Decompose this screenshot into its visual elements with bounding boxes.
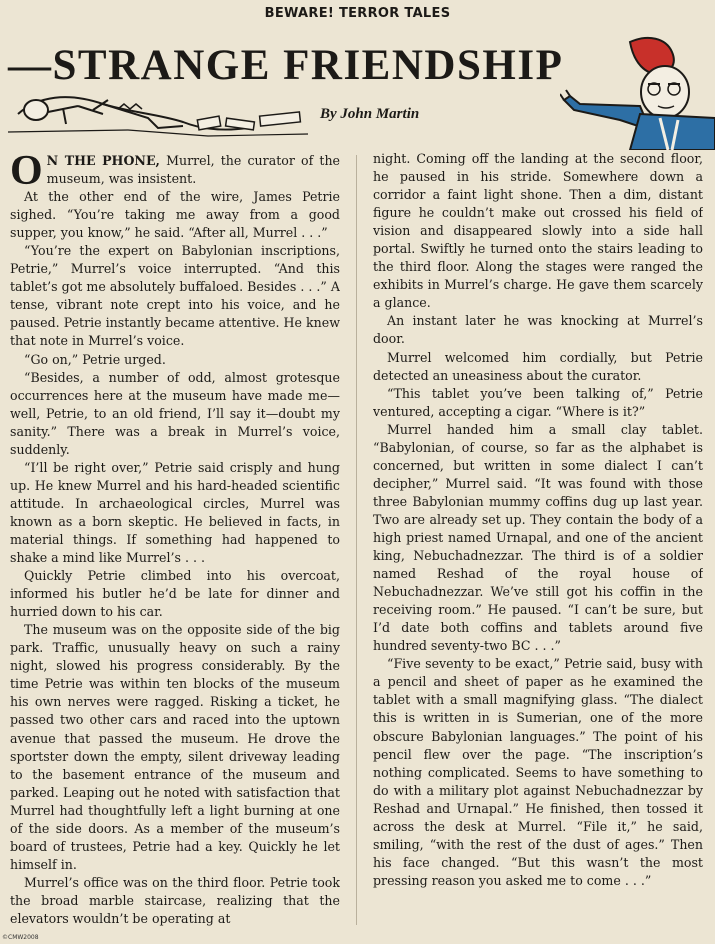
drop-cap: O (10, 152, 43, 194)
series-header: BEWARE! TERROR TALES (264, 6, 451, 21)
pointing-man-illustration (560, 34, 715, 150)
story-title: —STRANGE FRIENDSHIP (8, 42, 564, 89)
paragraph: The museum was on the opposite side of the big park. Traffic, unusually heavy on such a rainy night, slowed his progress considerably. By the time Petrie was within ten blocks of the museum his own nerves were ragged. Risking a ticket, he passed two other cars and raced into the uptown avenue that passed the museum. He drove the sportster down the empty, silent driveway leading to the basement entrance of the museum and parked. Leaping out he noted with satisfaction that Murrel had thoughtfully left a light burning at one of the side doors. As a member of the museum’s board of trustees, Petrie had a key. Quickly he let himself in. (10, 622, 340, 872)
paragraph: Murrel handed him a small clay tablet. “Babylonian, of course, so far as the alphabet is concerned, but written in some dialect I can’t decipher,” Murrel said. “It was found with those three Babylonian mummy coffins dug up last year. Two are already set up. They contain the body of a high priest named Urnapal, and one of the ancient king, Nebuchadnezzar. The third is of a soldier named Reshad of the royal house of Nebuchadnezzar. We’ve still got his coffin in the receiving room.” He paused. “I can’t be sure, but I’d date both coffins and tablets around five hundred seventy-two BC . . .” (373, 421, 703, 654)
copyright-credit: ©CMW2008 (2, 934, 39, 941)
paragraph: Murrel welcomed him cordially, but Petrie detected an uneasiness about the curator. (373, 349, 703, 383)
paragraph: “This tablet you’ve been talking of,” Petrie ventured, accepting a cigar. “Where is it?” (373, 385, 703, 419)
paragraph: “Besides, a number of odd, almost grotesque occurrences here at the museum have made me—well, Petrie, to an old friend, I’ll say it—doubt my sanity.” There was a break in Murrel’s voice, suddenly. (10, 369, 340, 457)
paragraph: Murrel’s office was on the third floor. Petrie took the broad marble staircase, realizing that the elevators wouldn’t be operating at (10, 874, 340, 926)
column-left (10, 152, 340, 930)
paragraph: Quickly Petrie climbed into his overcoat, informed his butler he’d be late for dinner and hurried down to his car. (10, 568, 340, 620)
paragraph-text: Murrel, the curator of the museum, was insistent. (46, 153, 340, 187)
paragraph: An instant later he was knocking at Murrel’s door. (373, 313, 703, 347)
column-right (373, 150, 703, 928)
paragraph: “You’re the expert on Babylonian inscriptions, Petrie,” Murrel’s voice interrupted. “And this tablet’s got me absolutely buffaloed. Besides . . .” A tense, vibrant note crept into his voice, and he paused. Petrie instantly became attentive. He knew that note in Murrel’s voice. (10, 243, 340, 349)
byline: By John Martin (320, 106, 420, 122)
paragraph-continued: night. Coming off the landing at the second floor, he paused in his stride. Somewhere down a corridor a faint light shone. Then a dim, distant figure he couldn’t make out crossed his field of vision and disappeared slowly into a side hall portal. Swiftly he turned onto the stairs leading to the third floor. Along the stages were ranged the exhibits in Murrel’s charge. He gave them scarcely a glance. (373, 151, 703, 311)
paragraph: “Go on,” Petrie urged. (24, 351, 166, 367)
lead-in: N THE PHONE, (46, 153, 160, 168)
paragraph: At the other end of the wire, James Petrie sighed. “You’re taking me away from a good supper, you know,” he said. “After all, Murrel . . .” (10, 189, 340, 241)
skeleton-illustration (8, 84, 318, 140)
paragraph-opening (10, 152, 340, 194)
column-divider (356, 155, 357, 925)
paragraph: “Five seventy to be exact,” Petrie said, busy with a pencil and sheet of paper as he examined the tablet with a small magnifying glass. “The dialect this is written in is Sumerian, one of the more obscure Babylonian languages.” The point of his pencil flew over the page. “The inscription’s nothing complicated. Seems to have something to do with a military plot against Nebuchadnezzar by Reshad and Urnapal.” He finished, then tossed it across the desk at Murrel. “File it,” he said, smiling, “with the rest of the dust of ages.” Then his face changed. “But this wasn’t the most pressing reason you asked me to come . . .” (373, 656, 703, 888)
paragraph: “I’ll be right over,” Petrie said crisply and hung up. He knew Murrel and his hard-headed scientific attitude. In archaeological circles, Murrel was known as a born skeptic. He believed in facts, in material things. If something had happened to shake a mind like Murrel’s . . . (10, 459, 340, 566)
